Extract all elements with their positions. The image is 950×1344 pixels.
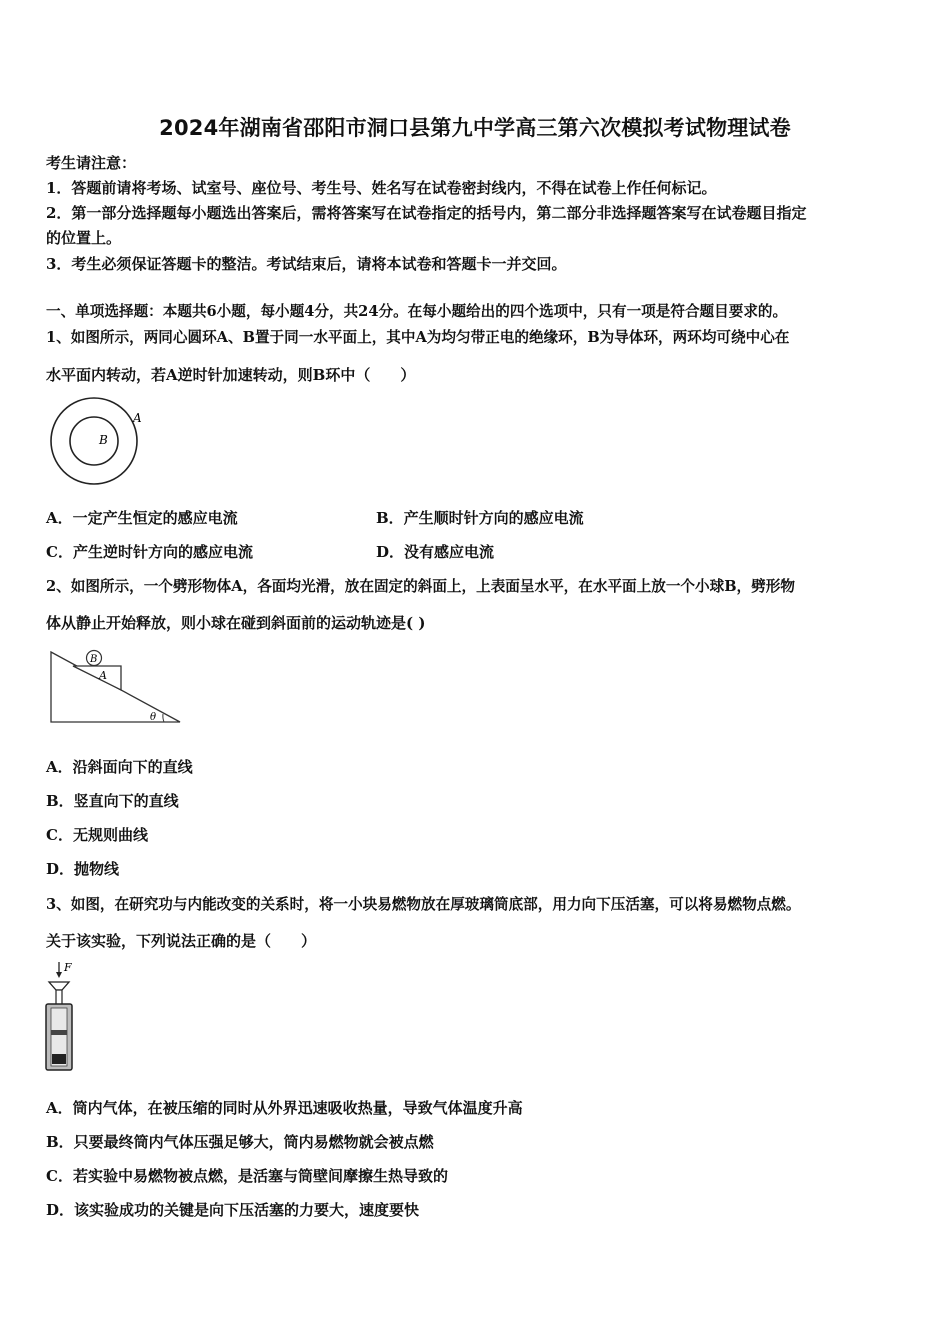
q2-option-a[interactable]: A．沿斜面向下的直线 xyxy=(46,758,193,776)
notice-item: 的位置上。 xyxy=(46,229,122,247)
piston-head xyxy=(51,1030,67,1035)
q2-stem-line1: 2、如图所示，一个劈形物体A，各面均光滑，放在固定的斜面上，上表面呈水平，在水平面上放一个小球B，劈形物 xyxy=(46,578,795,595)
q3-option-b[interactable]: B．只要最终筒内气体压强足够大，筒内易燃物就会被点燃 xyxy=(46,1133,434,1151)
flammable-material xyxy=(52,1054,66,1064)
q1-option-c[interactable]: C．产生逆时针方向的感应电流 xyxy=(46,543,253,561)
q1-option-d[interactable]: D．没有感应电流 xyxy=(376,543,495,561)
notice-item: 1．答题前请将考场、试室号、座位号、考生号、姓名写在试卷密封线内，不得在试卷上作任何标记。 xyxy=(46,179,717,197)
section-heading: 一、单项选择题：本题共6小题，每小题4分，共24分。在每小题给出的四个选项中，只有一项是符合题目要求的。 xyxy=(46,303,788,320)
q3-option-d[interactable]: D．该实验成功的关键是向下压活塞的力要大，速度要快 xyxy=(46,1201,420,1219)
label-ball-b: B xyxy=(90,654,98,665)
q2-option-b[interactable]: B．竖直向下的直线 xyxy=(46,792,179,810)
angle-arc xyxy=(163,714,164,722)
q2-incline-wedge-figure xyxy=(46,646,186,726)
label-force: F xyxy=(64,961,72,974)
page-title: 2024年湖南省邵阳市洞口县第九中学高三第六次模拟考试物理试卷 xyxy=(159,116,791,140)
q2-stem-line2: 体从静止开始释放，则小球在碰到斜面前的运动轨迹是( ) xyxy=(46,614,426,632)
outer-ring-a xyxy=(51,398,137,484)
q1-option-a[interactable]: A．一定产生恒定的感应电流 xyxy=(46,509,238,527)
q3-stem-line1: 3、如图，在研究功与内能改变的关系时，将一小块易燃物放在厚玻璃筒底部，用力向下压活塞，可以将易燃物点燃。 xyxy=(46,896,801,913)
inner-ring-b xyxy=(70,417,118,465)
q3-option-a[interactable]: A．筒内气体，在被压缩的同时从外界迅速吸收热量，导致气体温度升高 xyxy=(46,1099,523,1117)
piston-handle xyxy=(49,982,69,990)
label-b: B xyxy=(99,433,108,447)
q2-option-d[interactable]: D．抛物线 xyxy=(46,860,120,878)
q1-option-b[interactable]: B．产生顺时针方向的感应电流 xyxy=(376,509,584,527)
force-arrowhead xyxy=(56,972,62,978)
notice-item: 2．第一部分选择题每小题选出答案后，需将答案写在试卷指定的括号内，第二部分非选择题答案写在试卷题目指定 xyxy=(46,204,807,222)
q3-stem-line2: 关于该实验，下列说法正确的是（ ） xyxy=(46,932,317,950)
q3-glass-tube-piston-figure xyxy=(40,958,84,1076)
notice-heading: 考生请注意： xyxy=(46,154,137,172)
q1-stem-line1: 1、如图所示，两同心圆环A、B置于同一水平面上，其中A为均匀带正电的绝缘环，B为导体环，两环均可绕中心在 xyxy=(46,329,790,346)
q1-stem-line2: 水平面内转动，若A逆时针加速转动，则B环中（ ） xyxy=(46,366,416,384)
q1-concentric-rings-figure xyxy=(44,394,154,490)
wedge-a xyxy=(73,666,121,690)
label-wedge-a: A xyxy=(99,669,107,682)
label-a: A xyxy=(133,411,142,425)
q2-option-c[interactable]: C．无规则曲线 xyxy=(46,826,148,844)
label-theta: θ xyxy=(150,712,157,723)
q3-option-c[interactable]: C．若实验中易燃物被点燃，是活塞与筒壁间摩擦生热导致的 xyxy=(46,1167,448,1185)
notice-item: 3．考生必须保证答题卡的整洁。考试结束后，请将本试卷和答题卡一并交回。 xyxy=(46,255,567,273)
